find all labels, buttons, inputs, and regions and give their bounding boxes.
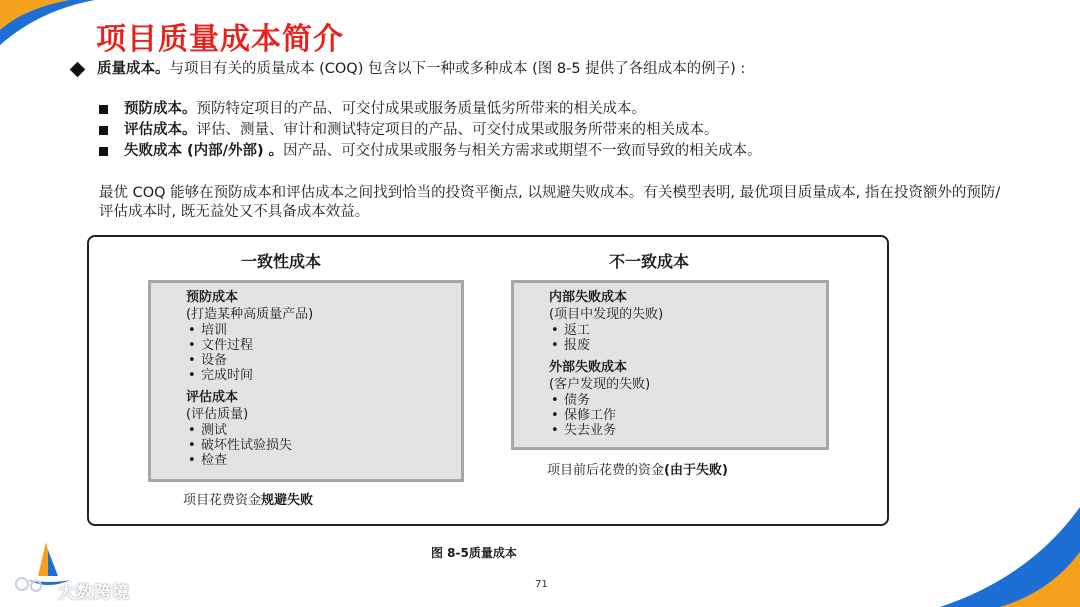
internal-failure-items-list [549,323,826,353]
nonconformance-note [547,459,728,478]
corner-decoration-bottom-right [880,497,1080,607]
optimal-coq-paragraph: 最优 COQ 能够在预防成本和评估成本之间找到恰当的投资平衡点, 以规避失败成本。有关模型表明, 最优项目质量成本, 指在投资额外的预防/评估成本时, 既无益处又不具备成本效益。 [99,185,1001,220]
figure-cost-of-quality [87,235,889,526]
square-bullet-icon [99,105,108,114]
section-heading: 预防成本 [186,290,239,305]
list-item: • 返工 [549,323,826,338]
bullet-prevention [99,100,1009,119]
list-item: • 报废 [549,338,826,353]
intro-term: 质量成本。 [97,61,170,77]
list-item: • 完成时间 [186,368,461,383]
section-subtitle: (项目中发现的失败) [549,307,664,322]
nonconformance-panel [511,280,829,450]
bullet-text: 评估、测量、审计和测试特定项目的产品、可交付成果或服务所带来的相关成本。 [196,122,719,138]
page-title: 项目质量成本简介 [96,22,344,57]
bullet-appraisal [99,121,1009,140]
list-item: • 测试 [186,423,461,438]
section-subtitle: (评估质量) [186,407,249,422]
bullet-term: 预防成本。 [124,101,197,117]
external-failure-items-list [549,393,826,438]
bullet-text: 因产品、可交付成果或服务与相关方需求或期望不一致而导致的相关成本。 [283,143,762,159]
note-text: 项目前后花费的资金 [547,463,665,478]
section-subtitle: (打造某种高质量产品) [186,307,314,322]
conformance-panel [148,280,464,482]
conformance-note [183,489,313,508]
list-item: • 设备 [186,353,461,368]
bullet-failure [99,142,1009,161]
note-emphasis: 规避失败 [261,493,314,508]
bullet-term: 评估成本。 [124,122,197,138]
bullet-text: 预防特定项目的产品、可交付成果或服务质量低劣所带来的相关成本。 [196,101,646,117]
nonconformance-cost-title: 不一致成本 [609,252,690,271]
list-item: • 失去业务 [549,423,826,438]
note-emphasis: (由于失败) [664,463,728,478]
list-item: • 破坏性试验损失 [186,438,461,453]
intro-text: 与项目有关的质量成本 (COQ) 包含以下一种或多种成本 (图 8-5 提供了各组成本的例子) : [169,61,746,77]
square-bullet-icon [99,126,108,135]
list-item: • 债务 [549,393,826,408]
conformance-cost-title: 一致性成本 [241,252,322,271]
brand-logo-text: 大数跨境 [58,583,130,603]
section-heading: 外部失败成本 [549,360,628,375]
intro-bullet [72,60,1012,79]
prevention-items-list [186,323,461,383]
page-number: 71 [535,579,548,590]
section-subtitle: (客户发现的失败) [549,377,651,392]
square-bullet-icon [99,147,108,156]
note-text: 项目花费资金 [183,493,262,508]
list-item: • 培训 [186,323,461,338]
figure-caption: 图 8-5质量成本 [431,546,517,560]
bullet-term: 失败成本 (内部/外部) 。 [124,143,284,159]
list-item: • 检查 [186,453,461,468]
section-heading: 评估成本 [186,390,239,405]
section-heading: 内部失败成本 [549,290,628,305]
appraisal-items-list [186,423,461,468]
list-item: • 保修工作 [549,408,826,423]
list-item: • 文件过程 [186,338,461,353]
